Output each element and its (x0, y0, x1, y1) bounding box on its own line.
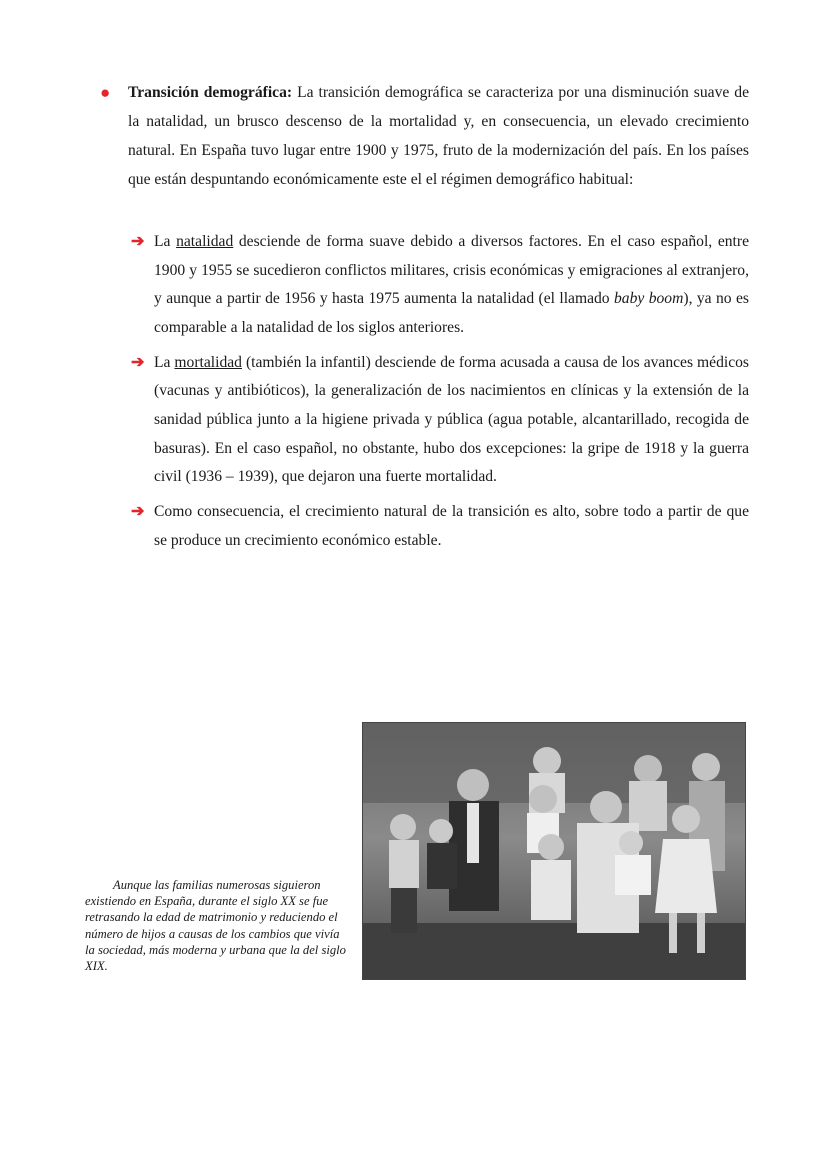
arrow-right-icon: ➔ (131, 233, 145, 250)
bullet-text: La transición demográfica se caracteriza por una disminución suave de la natalidad, un brusco descenso de la mortalidad y, en consecuencia, un elevado crecimiento natural. En España tuvo lugar entre 1900 y 1975, fruto de la modernización del país. En los países que están despuntando económicamente este el el régimen demográfico habitual: (128, 84, 749, 188)
baby-boom-term: baby boom (614, 290, 684, 308)
main-bullet-paragraph (128, 78, 749, 194)
family-photo (362, 722, 746, 980)
sub-bullet-consecuencia (131, 498, 749, 555)
sub-bullet-natalidad (131, 228, 749, 342)
sub1-text: desciende de forma suave debido a diversos factores. En el caso español, entre 1900 y 1955 se sucedieron conflictos militares, crisis económicas y emigraciones al extranjero, y aunque a partir de 1956 y hasta 1975 aumenta la natalidad (el llamado (154, 233, 749, 308)
arrow-right-icon: ➔ (131, 503, 145, 521)
photo-caption (85, 877, 347, 974)
bullet-term: Transición demográfica: (128, 84, 293, 101)
sub-bullet-list (131, 228, 749, 562)
bullet-dot-icon: ● (100, 83, 111, 102)
caption-text: Aunque las familias numerosas siguieron existiendo en España, durante el siglo XX se fue retrasando la edad de matrimonio y reduciendo el número de hijos a causas de los cambios que vivía la sociedad, más moderna y urbana que la del siglo XIX. (85, 878, 346, 974)
sub2-lead: La (154, 353, 175, 371)
sub1-lead: La (154, 233, 177, 250)
natalidad-term: natalidad (176, 233, 234, 250)
arrow-right-icon: ➔ (131, 353, 145, 371)
sub2-text: (también la infantil) desciende de forma acusada a causa de los avances médicos (vacunas y antibióticos), la generalización de los nacimientos en clínicas y la extensión de la sanidad pública junto a la higiene privada y pública (agua potable, alcantarillado, recogida de basuras). En el caso español, no obstante, hubo dos excepciones: la gripe de 1918 y la guerra civil (1936 – 1939), que dejaron una fuerte mortalidad. (154, 353, 749, 486)
sub3-text: Como consecuencia, el crecimiento natural de la transición es alto, sobre todo a partir de que se produce un crecimiento económico estable. (154, 503, 749, 549)
mortalidad-term: mortalidad (174, 353, 242, 371)
sub-bullet-mortalidad (131, 349, 749, 492)
sub1-tail: ), ya no es comparable a la natalidad de los siglos anteriores. (154, 290, 749, 336)
